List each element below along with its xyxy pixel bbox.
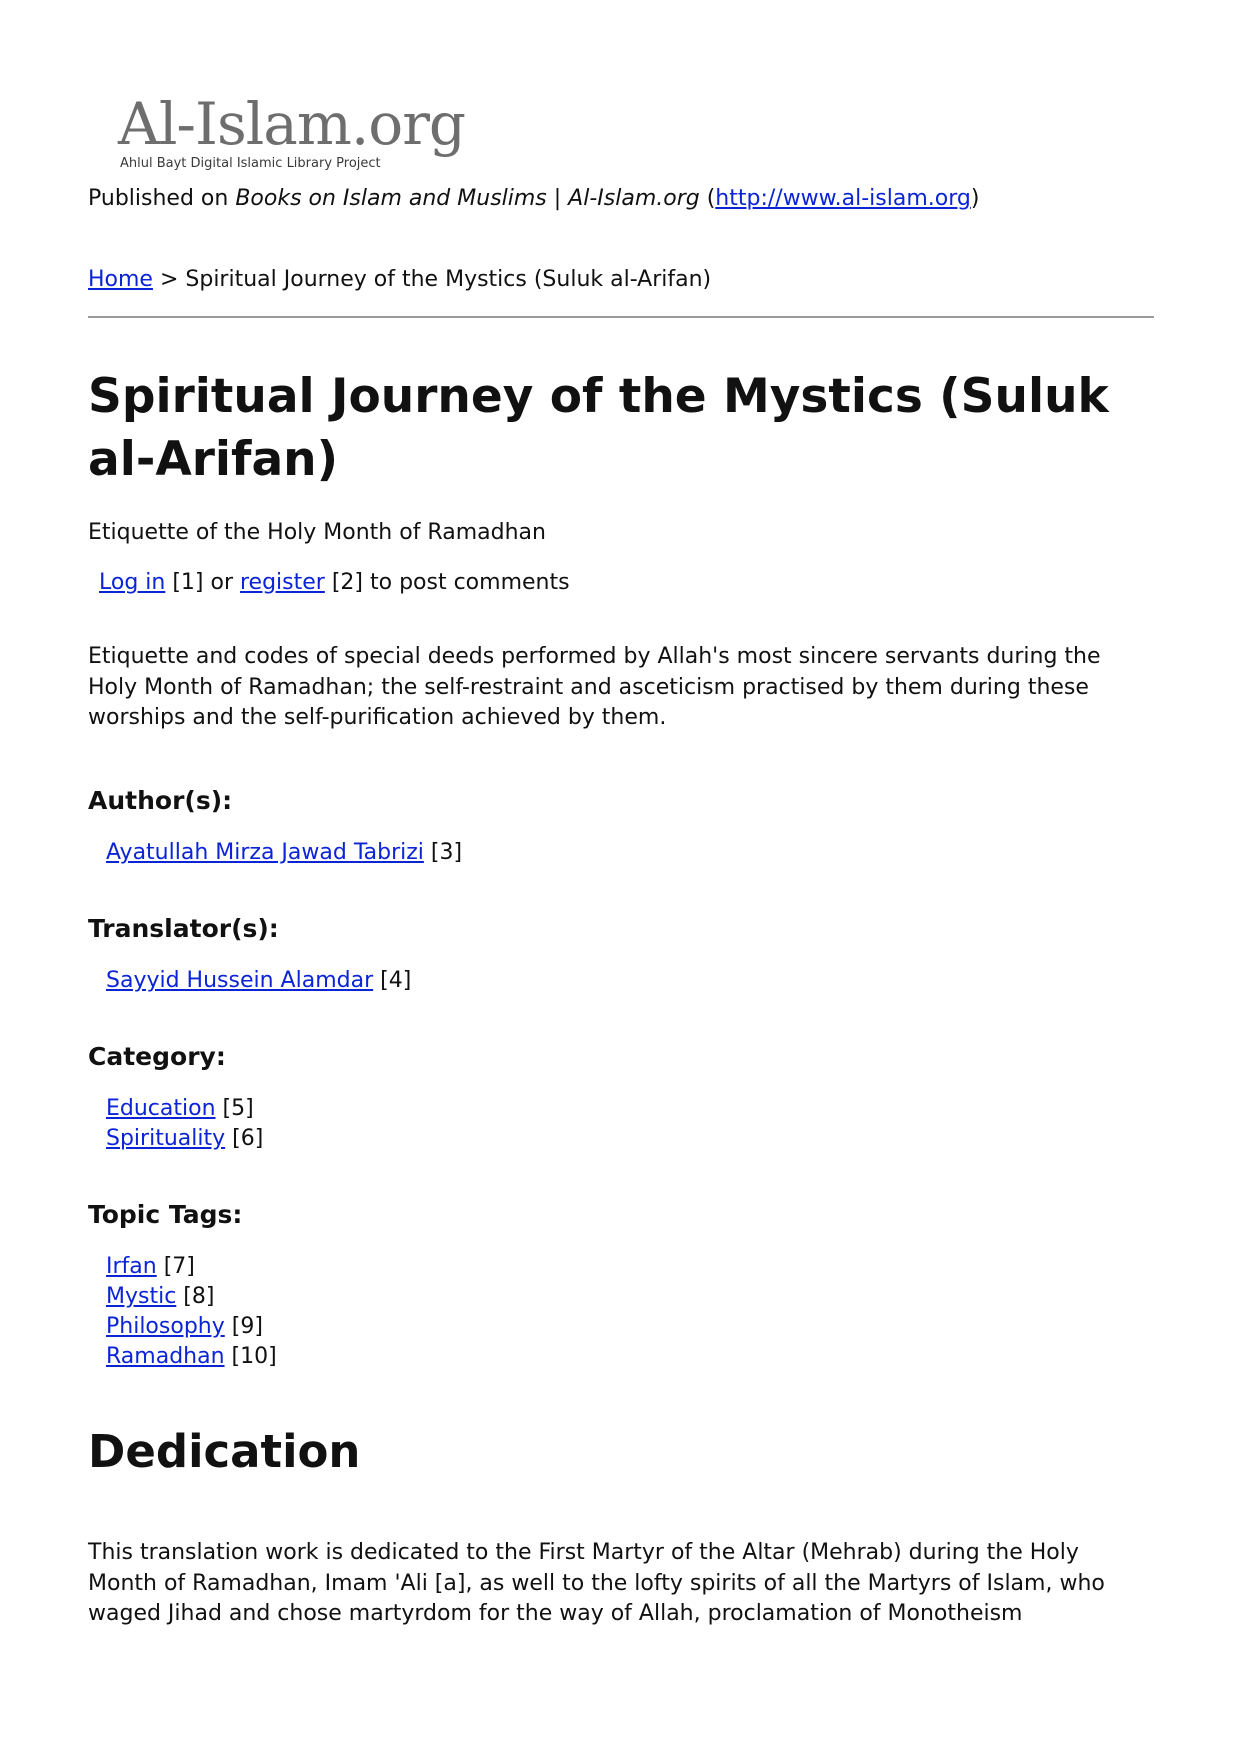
logo-tagline: Ahlul Bayt Digital Islamic Library Project (120, 156, 381, 171)
tag-item (106, 1254, 195, 1279)
breadcrumb-home-link[interactable]: Home (88, 267, 153, 292)
published-close-paren: ) (970, 186, 980, 211)
breadcrumb (88, 267, 711, 292)
dedication-text: This translation work is dedicated to the First Martyr of the Altar (Mehrab) during the Holy Month of Ramadhan, Imam 'Ali [a], as well to the lofty spirits of all the Martyrs of Islam, who waged Jihad and chose martyrdom for the way of Allah, proclamation of Monotheism (88, 1540, 1105, 1626)
site-logo (118, 92, 478, 178)
tag-link-mystic[interactable]: Mystic (106, 1284, 177, 1309)
category-item (106, 1126, 263, 1151)
category-ref: [6] (225, 1126, 264, 1151)
tag-link-ramadhan[interactable]: Ramadhan (106, 1344, 225, 1369)
breadcrumb-separator: > (152, 267, 186, 292)
tag-link-irfan[interactable]: Irfan (106, 1254, 157, 1279)
header-divider (88, 316, 1154, 318)
book-summary: Etiquette and codes of special deeds performed by Allah's most sincere servants during the Holy Month of Ramadhan; the self-restraint and asceticism practised by them during these worships and the self-purification achieved by them. (88, 644, 1101, 730)
category-item (106, 1096, 254, 1121)
published-open-paren: ( (699, 186, 716, 211)
login-link[interactable]: Log in (99, 570, 166, 595)
published-line (88, 186, 979, 211)
translator-item (106, 968, 411, 993)
dedication-heading: Dedication (88, 1425, 361, 1478)
category-link-spirituality[interactable]: Spirituality (106, 1126, 226, 1151)
comment-login-line (99, 570, 570, 595)
translator-link[interactable]: Sayyid Hussein Alamdar (106, 968, 374, 993)
published-source: Books on Islam and Muslims | Al-Islam.org (235, 186, 700, 211)
tag-ref: [8] (176, 1284, 215, 1309)
tag-ref: [7] (156, 1254, 195, 1279)
page-subtitle: Etiquette of the Holy Month of Ramadhan (88, 520, 546, 545)
page-title: Spiritual Journey of the Mystics (Suluk al-Arifan) (88, 369, 1109, 487)
authors-label: Author(s): (88, 786, 233, 815)
tag-item (106, 1314, 263, 1339)
login-ref: [1] or (165, 570, 240, 595)
translator-ref: [4] (373, 968, 412, 993)
tag-item (106, 1284, 214, 1309)
author-ref: [3] (423, 840, 463, 865)
logo-wordmark: Al-Islam.org (118, 90, 466, 158)
site-url-link[interactable]: http://www.al-islam.org (715, 186, 971, 211)
category-ref: [5] (215, 1096, 254, 1121)
breadcrumb-current: Spiritual Journey of the Mystics (Suluk al-Arifan) (185, 267, 712, 292)
category-label: Category: (88, 1042, 226, 1071)
published-prefix: Published on (88, 186, 236, 211)
tag-link-philosophy[interactable]: Philosophy (106, 1314, 225, 1339)
tag-ref: [10] (224, 1344, 277, 1369)
tag-ref: [9] (224, 1314, 263, 1339)
translators-label: Translator(s): (88, 914, 279, 943)
author-link[interactable]: Ayatullah Mirza Jawad Tabrizi (106, 840, 424, 865)
register-link[interactable]: register (240, 570, 325, 595)
topic-tags-label: Topic Tags: (88, 1200, 243, 1229)
category-link-education[interactable]: Education (106, 1096, 216, 1121)
register-ref: [2] to post comments (324, 570, 570, 595)
tag-item (106, 1344, 277, 1369)
author-item (106, 840, 462, 865)
